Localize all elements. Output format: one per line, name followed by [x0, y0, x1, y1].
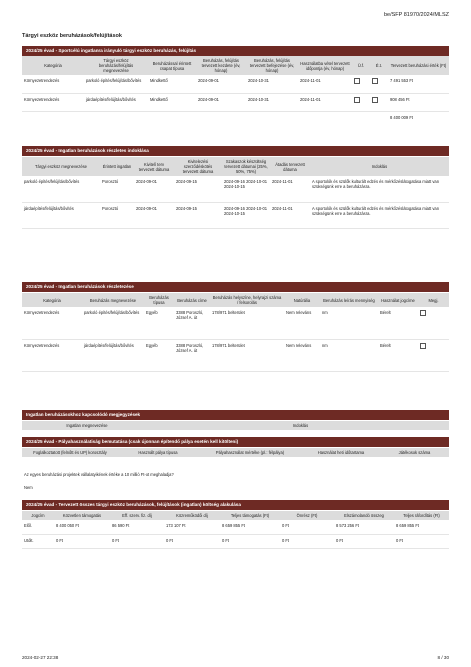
col-header: Ü.f. — [352, 56, 370, 75]
col-header: Közreműködői díj — [164, 511, 220, 520]
table-row — [22, 339, 449, 371]
details-table — [22, 293, 449, 372]
cell: nm — [320, 307, 378, 339]
col-header: Beruházás helyszíne, helyrajzi száma / felsorolás — [210, 293, 284, 307]
footer-timestamp: 2024-02-27 22:38 — [22, 655, 59, 660]
col-header: Teljes támogatás (Ft) — [220, 511, 280, 520]
col-header: Pályahasználat mértéke (pl.: félpálya) — [198, 448, 302, 457]
cell: 2024-09-15 — [174, 176, 222, 202]
col-header: Átadás tervezett dátuma — [270, 157, 310, 176]
table-header-row — [22, 293, 449, 307]
cost-breakdown-table — [22, 511, 449, 549]
col-header: Foglalkoztatott (felnőtt és UP) korosztály — [22, 448, 118, 457]
cell: Mindkettő — [148, 93, 196, 111]
question-text: Az egyes beruházási projektek vállalatyikének értéke a 10 millió Ft-ot meghaladja? — [24, 472, 174, 477]
uf-checkbox-cell — [352, 93, 370, 111]
cell: 2024-09-01 — [196, 93, 246, 111]
cell: Mindkettő — [148, 75, 196, 93]
cell: Bérelt — [378, 307, 418, 339]
cell: Környezetrendezés — [22, 307, 82, 339]
cell: 8 573 256 Ft — [334, 520, 394, 534]
cell: parkoló építés/felújítás/bővítés — [22, 176, 100, 202]
answer-text: Nem — [24, 485, 33, 490]
cell: 2024-09-01 — [196, 75, 246, 93]
cell: Porosztó — [100, 202, 134, 228]
table-header-row — [22, 56, 449, 75]
col-header: Beruházással érintett csapat típusa — [148, 56, 196, 75]
cell: 0 Ft — [280, 534, 334, 548]
cell: 86 590 Ft — [110, 520, 164, 534]
col-header: Közvetlen támogatás — [54, 511, 110, 520]
cell: Nem releváns — [284, 307, 320, 339]
section-header-details: 2024/25 évad - Ingatlan beruházások részletezése — [22, 282, 449, 292]
col-header: Jogcím — [22, 511, 54, 520]
field-usage-table — [22, 448, 449, 457]
document-reference: be/SFP 81970/2024/MLSZ — [383, 12, 449, 18]
section-header-justification: 2024/25 évad - Ingatlan beruházások részletes indoklása — [22, 146, 449, 156]
cell: Környezetrendezés — [22, 75, 84, 93]
cell: 2024-10-31 — [246, 93, 298, 111]
col-header: Használat jogcíme — [378, 293, 418, 307]
cell: Nem releváns — [284, 339, 320, 371]
col-header: Kategória — [22, 293, 82, 307]
uf-checkbox-cell — [352, 75, 370, 93]
col-header: Önrész (Ft) — [280, 511, 334, 520]
cell: 178/971 belterület — [210, 339, 284, 371]
total-row — [22, 111, 449, 127]
table-header-row — [22, 448, 449, 457]
et-checkbox[interactable] — [372, 78, 378, 84]
col-header: Eff. szerv. fiz. díj — [110, 511, 164, 520]
col-header: Kivitelí terv tervezett dátuma — [134, 157, 174, 176]
table-header-row — [22, 511, 449, 520]
cell: 2024-11-01 — [298, 93, 352, 111]
justification-table — [22, 157, 449, 229]
remarks-table — [22, 421, 449, 430]
cell: 0 Ft — [54, 534, 110, 548]
col-header: Megj. — [418, 293, 449, 307]
cell: 8 400 050 Ft — [54, 520, 110, 534]
cell: járdaépítés/felújítás/bővítés — [22, 202, 100, 228]
et-checkbox[interactable] — [372, 97, 378, 103]
col-header: Használatba vétel tervezett időpontja (év, hónap) — [298, 56, 352, 75]
cell: parkoló építés/felújítás/bővítés — [84, 75, 148, 93]
cell: 173 107 Ft — [164, 520, 220, 534]
cell: 2024-09-16 2024-10-01 2024-10-15 — [222, 176, 270, 202]
cell: 2024-11-01 — [270, 176, 310, 202]
megj-checkbox[interactable] — [420, 343, 426, 349]
cell: 2024-09-15 — [174, 202, 222, 228]
col-header: Érintett ingatlan — [100, 157, 134, 176]
cell: Környezetrendezés — [22, 93, 84, 111]
col-header: Beruházás leírás mennyiség — [320, 293, 378, 307]
col-header: Tárgyi eszköz beruházás/felújítás megnevezése — [84, 56, 148, 75]
cell: 908 456 Ft — [388, 93, 449, 111]
col-header: Kivitelezési szerződéskötés tervezett dátuma — [174, 157, 222, 176]
cell: 0 Ft — [110, 534, 164, 548]
table-header-row — [22, 157, 449, 176]
page-number: 8 / 30 — [437, 655, 449, 660]
et-checkbox-cell — [370, 93, 388, 111]
col-header: É.t. — [370, 56, 388, 75]
table-row — [22, 93, 449, 111]
col-header: Teljes ráfordítás (Ft) — [394, 511, 449, 520]
cell: 2024-11-01 — [270, 202, 310, 228]
col-header: Tárgyi eszköz megnevezése — [22, 157, 100, 176]
cell: 2024-10-31 — [246, 75, 298, 93]
col-header: Játékosok száma — [380, 448, 449, 457]
col-header: Beruházás, felújítás tervezett befejezése (év, hónap) — [246, 56, 298, 75]
cell: parkoló építés/felújítás/bővítés — [82, 307, 144, 339]
section-header-field-usage: 2024/25 évad - Pályahasználatiság bemutatása (csak újonnan építendő pálya esetén kell kitölteni) — [22, 437, 449, 447]
col-header: Kategória — [22, 56, 84, 75]
cell: nm — [320, 339, 378, 371]
total-spacer — [22, 111, 388, 127]
cell: 3388 Poroszló, József A. út — [174, 339, 210, 371]
page-title: Tárgyi eszköz beruházások/felújítások — [22, 33, 122, 39]
cell: járdaépítés/felújítás/bővítés — [84, 93, 148, 111]
cell: A sportolók és szülők kulturált edzés és mérkőzéslátogatása miatt van szükségünk erre a beruházásra. — [310, 176, 449, 202]
total-value: 8 400 009 Ft — [390, 114, 413, 120]
megj-checkbox-cell — [418, 339, 449, 371]
col-header: Elszámolandó összeg — [334, 511, 394, 520]
megj-checkbox[interactable] — [420, 310, 426, 316]
col-header: Beruházás, felújítás tervezett kezdete (év, hónap) — [196, 56, 246, 75]
table-row — [22, 202, 449, 228]
asset-investment-table — [22, 56, 449, 127]
page-footer — [22, 655, 449, 660]
cell: 3388 Poroszló, József A. út — [174, 307, 210, 339]
col-header: Tervezett beruházási érték (Ft) — [388, 56, 449, 75]
cell: Elől. — [22, 520, 54, 534]
col-header: Szakaszok készültség tervezett dátumai (25%, 50%, 75%) — [222, 157, 270, 176]
cell: Egyéb — [144, 339, 174, 371]
cell: 2024-09-01 — [134, 176, 174, 202]
col-header: Használat heti időtartama — [302, 448, 380, 457]
cell: 2024-11-01 — [298, 75, 352, 93]
cell: 8 659 855 Ft — [394, 520, 449, 534]
cell: A sportolók és szülők kulturált edzés és mérkőzéslátogatása miatt van szükségünk erre a beruházásra. — [310, 202, 449, 228]
section-header-asset-investment: 2024/25 évad - Sportcélú ingatlanra irányuló tárgyi eszköz beruházás, felújítás — [22, 46, 449, 56]
cell: 2024-09-01 — [134, 202, 174, 228]
cell: 0 Ft — [164, 534, 220, 548]
section-header-cost-breakdown: 2024/25 évad - Tervezett összes tárgyi eszköz beruházások, felújítások (ingatlan) költség alakulása — [22, 500, 449, 510]
uf-checkbox[interactable] — [354, 97, 360, 103]
cell: Egyéb — [144, 307, 174, 339]
col-header: Beruházás típusa — [144, 293, 174, 307]
cell: Porosztó — [100, 176, 134, 202]
cell: 178/971 belterület — [210, 307, 284, 339]
cell: 0 Ft — [280, 520, 334, 534]
table-header-row — [22, 421, 449, 430]
col-header: Indoklás — [310, 157, 449, 176]
cell: Bérelt — [378, 339, 418, 371]
megj-checkbox-cell — [418, 307, 449, 339]
section-header-remarks: Ingatlan beruházásokhoz kapcsolódó megjegyzések — [22, 410, 449, 420]
table-row — [22, 307, 449, 339]
uf-checkbox[interactable] — [354, 78, 360, 84]
col-header: Ingatlan megnevezése — [22, 421, 152, 430]
et-checkbox-cell — [370, 75, 388, 93]
table-row — [22, 520, 449, 534]
cell: járdaépítés/felújítás/bővítés — [82, 339, 144, 371]
cell: Utólt. — [22, 534, 54, 548]
table-row — [22, 534, 449, 548]
cell: 0 Ft — [394, 534, 449, 548]
table-row — [22, 176, 449, 202]
cell: 0 Ft — [220, 534, 280, 548]
table-row — [22, 75, 449, 93]
col-header: Beruházás megnevezése — [82, 293, 144, 307]
col-header: Indoklás — [152, 421, 449, 430]
col-header: Beruházás címe — [174, 293, 210, 307]
col-header: Natúrália — [284, 293, 320, 307]
cell: 0 Ft — [334, 534, 394, 548]
cell: 2024-09-16 2024-10-01 2024-10-15 — [222, 202, 270, 228]
col-header: Használt pálya típusa — [118, 448, 198, 457]
cell: Környezetrendezés — [22, 339, 82, 371]
cell: 7 491 553 Ft — [388, 75, 449, 93]
cell: 8 659 855 Ft — [220, 520, 280, 534]
